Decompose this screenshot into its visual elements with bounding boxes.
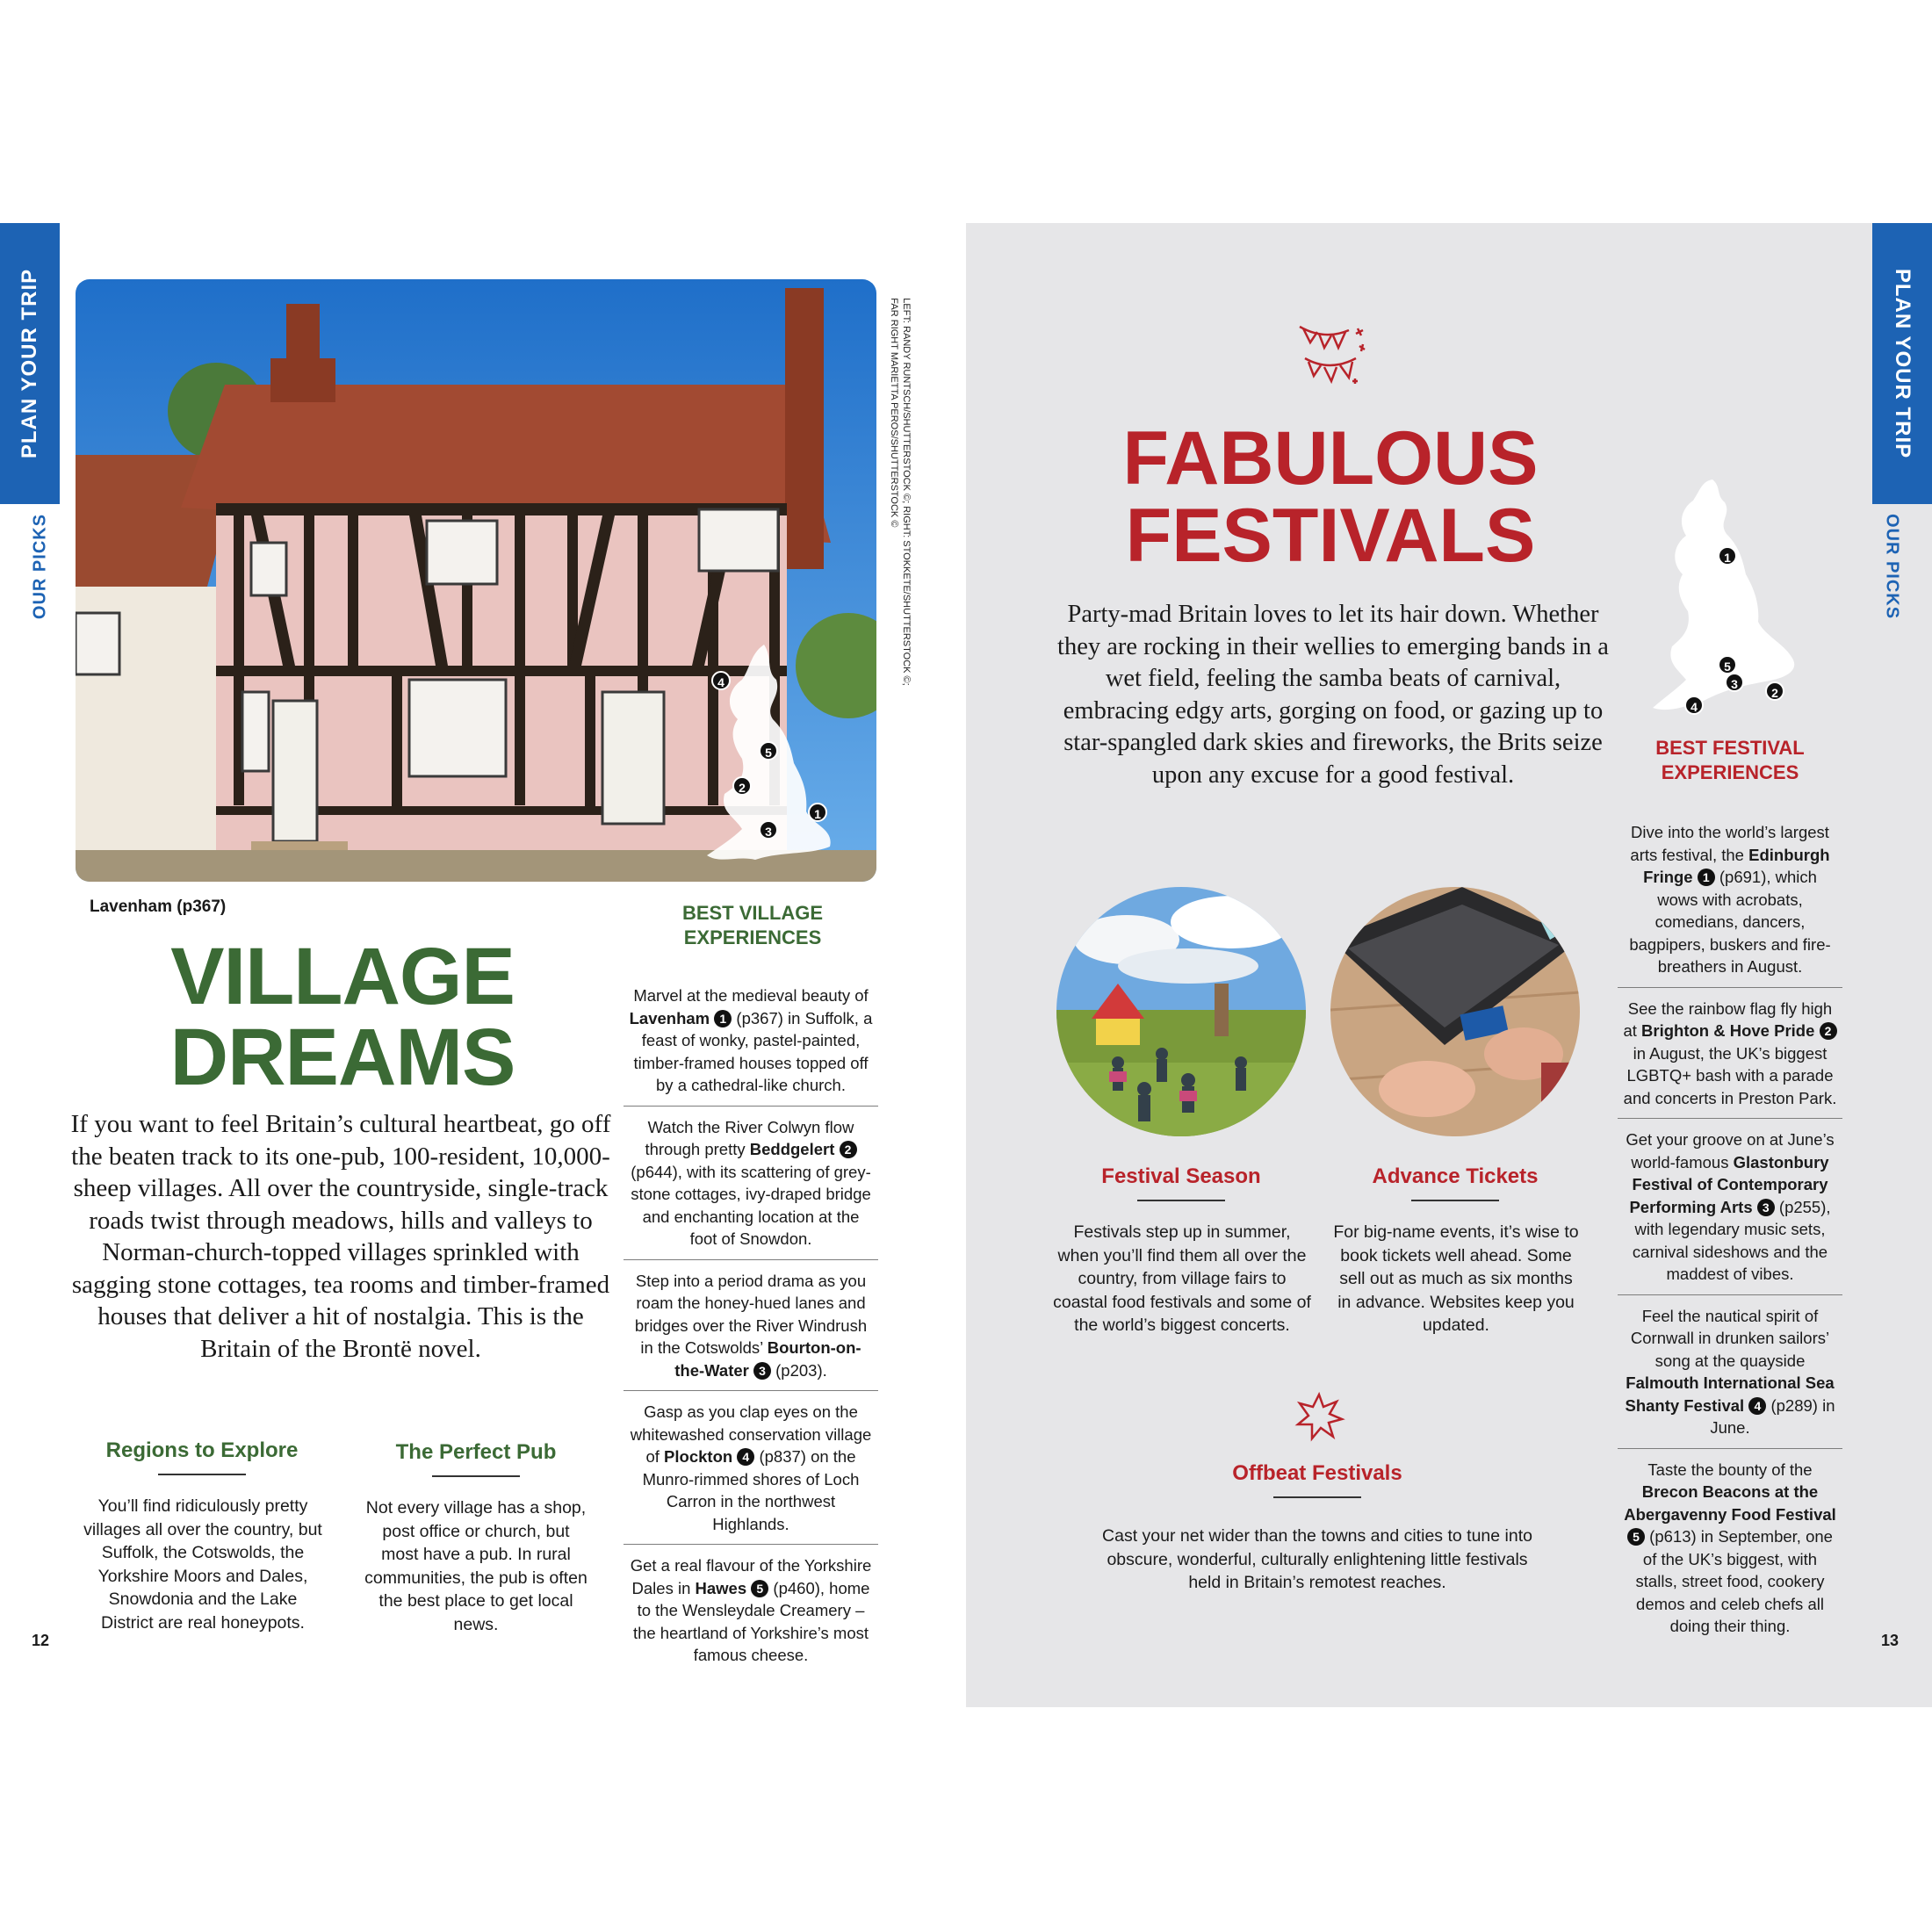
item-text: See the rainbow flag fly high at bbox=[1623, 998, 1833, 1040]
item-place: Beddgelert bbox=[749, 1140, 835, 1158]
tickets-text: For big-name events, it’s wise to book tickets well ahead. Some sell out as much as six months in advance. Websites keep you updated. bbox=[1333, 1222, 1579, 1335]
page-number: 12 bbox=[32, 1632, 50, 1649]
number-badge: 2 bbox=[840, 1141, 857, 1158]
section-tab-left bbox=[0, 223, 60, 504]
heading-line: EXPERIENCES bbox=[683, 926, 822, 948]
item-event: Brecon Beacons at the Abergavenny Food Festival bbox=[1624, 1482, 1836, 1524]
item-event: Edinburgh Fringe bbox=[1643, 845, 1830, 886]
item-text: (p613) in September, one of the UK’s biggest, with stalls, street food, cookery demos and celeb chefs all doing their thing. bbox=[1635, 1527, 1833, 1635]
tickets-heading: Advance Tickets bbox=[1341, 1164, 1569, 1201]
item-text: in August, the UK’s biggest LGBTQ+ bash with a parade and concerts in Preston Park. bbox=[1623, 1043, 1837, 1107]
section-tab-label: PLAN YOUR TRIP bbox=[18, 268, 41, 459]
heading-line: BEST FESTIVAL bbox=[1655, 737, 1805, 759]
title-line: DREAMS bbox=[169, 1013, 515, 1102]
season-text: Festivals step up in summer, when you’ll find them all over the country, from village fairs to coastal food festivals and some of the world’s biggest concerts. bbox=[1053, 1222, 1311, 1335]
list-item bbox=[624, 1260, 878, 1392]
photo-credit-line: FAR RIGHT MARIETTA PEROS/SHUTTERSTOCK © bbox=[889, 298, 899, 528]
number-badge: 2 bbox=[1820, 1022, 1837, 1040]
offbeat-heading: Offbeat Festivals bbox=[1212, 1461, 1423, 1498]
number-badge: 1 bbox=[714, 1010, 732, 1027]
subsection-label-left: OUR PICKS bbox=[30, 513, 50, 620]
intro-paragraph: If you want to feel Britain’s cultural heartbeat, go off the beaten track to its one-pub, 100-resident, 10,000-sheep villages. All over the countryside, single-track roads twist through meadows, hills and valleys to Norman-church-topped villages sprinkled with sagging stone cottages, tea rooms and timber-framed houses that deliver a hit of nostalgia. This is the Britain of the Brontë novel. bbox=[70, 1110, 611, 1363]
experiences-list bbox=[1618, 811, 1842, 1647]
season-heading: Festival Season bbox=[1071, 1164, 1291, 1201]
item-text: Gasp as you clap eyes on the whitewashed conservation village of bbox=[630, 1402, 872, 1466]
map-pin: 4 bbox=[1684, 696, 1704, 715]
item-text: (p691), which wows with acrobats, comedians, dancers, bagpipers, buskers and fire-breathers in August. bbox=[1629, 868, 1831, 976]
regions-text: You’ll find ridiculously pretty villages all over the country, but Suffolk, the Cotswolds, the Yorkshire Moors and Dales, Snowdonia and the Lake District are real honeypots. bbox=[83, 1496, 322, 1633]
item-place: Hawes bbox=[695, 1578, 747, 1597]
section-tab-label: PLAN YOUR TRIP bbox=[1891, 268, 1914, 459]
subsection-label-right: OUR PICKS bbox=[1882, 513, 1902, 620]
heading-line: EXPERIENCES bbox=[1661, 761, 1799, 783]
list-item bbox=[624, 975, 878, 1107]
item-text: Watch the River Colwyn flow through pretty bbox=[645, 1117, 854, 1158]
item-event: Brighton & Hove Pride bbox=[1641, 1021, 1815, 1040]
title-line: FESTIVALS bbox=[1125, 494, 1536, 578]
item-text: (p203). bbox=[771, 1360, 827, 1380]
festival-crowd-photo bbox=[1056, 887, 1306, 1136]
map-pin: 2 bbox=[732, 776, 752, 796]
experiences-list bbox=[624, 975, 878, 1676]
item-text: Marvel at the medieval beauty of bbox=[633, 986, 869, 1005]
map-pin: 3 bbox=[759, 820, 778, 840]
map-pin: 3 bbox=[1725, 673, 1744, 692]
number-badge: 5 bbox=[1627, 1528, 1645, 1546]
photo-credit bbox=[888, 298, 912, 685]
title-line: VILLAGE bbox=[170, 932, 515, 1021]
map-pin: 4 bbox=[711, 671, 731, 690]
photo-credit-line: LEFT: RANDY RUNTSCH/SHUTTERSTOCK ©; RIGHT: STOKKETE/SHUTTERSTOCK ©; bbox=[901, 298, 912, 686]
item-text: (p644), with its scattering of grey-stone cottages, ivy-draped bridge and enchanting location at the foot of Snowdon. bbox=[631, 1162, 871, 1248]
item-text: (p460), home to the Wensleydale Creamery – the heartland of Yorkshire’s most famous cheese. bbox=[632, 1578, 870, 1664]
item-text: (p255), with legendary music sets, carnival sideshows and the maddest of vibes. bbox=[1632, 1197, 1831, 1283]
item-text: (p289) in June. bbox=[1710, 1395, 1835, 1437]
map-pin: 5 bbox=[1718, 655, 1737, 674]
regions-heading: Regions to Explore bbox=[88, 1438, 316, 1475]
experiences-heading bbox=[1609, 736, 1851, 785]
experiences-heading bbox=[625, 901, 880, 950]
item-text: Get your groove on at June’s world-famous bbox=[1626, 1130, 1835, 1171]
item-text: Feel the nautical spirit of Cornwall in drunken sailors’ song at the quayside bbox=[1630, 1306, 1830, 1370]
item-place: Lavenham bbox=[629, 1008, 710, 1027]
offbeat-text: Cast your net wider than the towns and cities to tune into obscure, wonderful, culturally enlightening little festivals held in Britain’s remotest reaches. bbox=[1102, 1526, 1532, 1592]
number-badge: 1 bbox=[1698, 869, 1715, 886]
section-tab-right bbox=[1872, 223, 1932, 504]
item-text: (p367) in Suffolk, a feast of wonky, pastel-painted, timber-framed houses topped off by a cathedral-like church. bbox=[633, 1008, 873, 1094]
starburst-icon bbox=[1293, 1391, 1345, 1442]
pub-text: Not every village has a shop, post office or church, but most have a pub. In rural communities, the pub is often the best place to get local news. bbox=[364, 1498, 588, 1634]
list-item bbox=[624, 1107, 878, 1260]
page-number: 13 bbox=[1881, 1632, 1900, 1649]
number-badge: 3 bbox=[753, 1362, 771, 1380]
item-text: Get a real flavour of the Yorkshire Dales in bbox=[630, 1556, 872, 1597]
map-pin: 1 bbox=[808, 803, 827, 822]
list-item bbox=[1618, 1119, 1842, 1295]
list-item bbox=[1618, 1295, 1842, 1449]
photo-caption: Lavenham (p367) bbox=[90, 898, 227, 916]
number-badge: 3 bbox=[1757, 1199, 1775, 1216]
map-pin: 1 bbox=[1718, 546, 1737, 566]
item-text: Step into a period drama as you roam the honey-hued lanes and bridges over the River Windrush in the Cotswolds’ bbox=[634, 1271, 868, 1357]
number-badge: 4 bbox=[737, 1448, 754, 1466]
item-place: Plockton bbox=[664, 1447, 733, 1466]
item-event: Falmouth International Sea Shanty Festival bbox=[1625, 1373, 1835, 1415]
item-text: Taste the bounty of the bbox=[1647, 1460, 1813, 1479]
item-event: Glastonbury Festival of Contemporary Performing Arts bbox=[1629, 1152, 1829, 1216]
map-pin: 2 bbox=[1765, 681, 1784, 701]
pub-heading: The Perfect Pub bbox=[362, 1440, 590, 1477]
item-place: Bourton-on-the-Water bbox=[674, 1338, 861, 1380]
list-item bbox=[624, 1391, 878, 1545]
uk-map bbox=[1651, 471, 1818, 725]
laptop-tickets-photo bbox=[1330, 887, 1580, 1136]
page-title bbox=[1045, 416, 1616, 578]
item-text: Dive into the world’s largest arts festival, the bbox=[1630, 823, 1829, 864]
title-line: FABULOUS bbox=[1122, 416, 1539, 501]
list-item bbox=[624, 1545, 878, 1676]
number-badge: 4 bbox=[1748, 1397, 1766, 1415]
number-badge: 5 bbox=[751, 1580, 768, 1597]
intro-paragraph: Party-mad Britain loves to let its hair down. Whether they are rocking in their wellies to emerging bands in a wet field, feeling the samba beats of carnival, embracing edgy arts, gorging on food, or gazing up to star-spangled dark skies and fireworks, the Brits seize upon any excuse for a good festival. bbox=[1057, 601, 1609, 789]
list-item bbox=[1618, 1449, 1842, 1647]
location-map-overlay bbox=[703, 645, 852, 864]
page-title bbox=[167, 932, 518, 1102]
heading-line: BEST VILLAGE bbox=[681, 902, 824, 924]
list-item bbox=[1618, 988, 1842, 1120]
item-text: (p837) on the Munro-rimmed shores of Loch Carron in the northwest Highlands. bbox=[642, 1447, 860, 1533]
list-item bbox=[1618, 811, 1842, 988]
map-pin: 5 bbox=[759, 741, 778, 761]
bunting-icon bbox=[1298, 323, 1368, 386]
